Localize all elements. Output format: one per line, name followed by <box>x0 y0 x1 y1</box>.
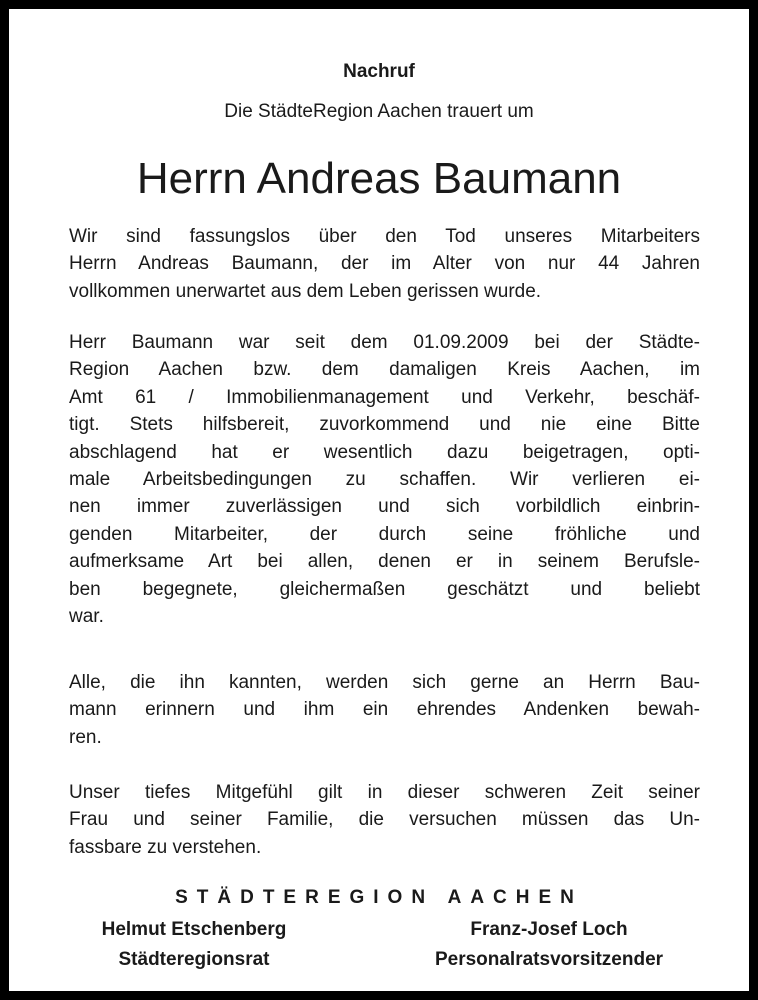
signatory-right <box>389 915 709 975</box>
signatory-name: Franz-Josef Loch <box>470 919 628 940</box>
notice-heading: Nachruf <box>343 61 415 82</box>
text-line: Region Aachen bzw. dem damaligen Kreis Aachen, im <box>69 359 700 381</box>
text-line: ben begegnete, gleichermaßen geschätzt und beliebt <box>69 578 700 600</box>
signatory-title: Personalratsvorsitzender <box>434 949 664 970</box>
text-line: abschlagend hat er wesentlich dazu beigetragen, opti- <box>69 441 700 463</box>
organization-name: STÄDTEREGION AACHEN <box>175 887 583 908</box>
text-line: Herr Baumann war seit dem 01.09.2009 bei der Städte- <box>69 332 700 353</box>
paragraph-condolence <box>69 223 700 305</box>
text-line: war. <box>69 606 104 628</box>
text-line: mann erinnern und ihm ein ehrendes Andenken bewah- <box>69 699 700 721</box>
text-line: vollkommen unerwartet aus dem Leben gerissen wurde. <box>69 280 542 302</box>
text-line: fassbare zu verstehen. <box>69 836 262 858</box>
text-line: Amt 61 / Immobilienmanagement und Verkehr, beschäf- <box>69 386 700 408</box>
text-line: male Arbeitsbedingungen zu schaffen. Wir verlieren ei- <box>69 469 700 491</box>
signatory-name: Helmut Etschenberg <box>101 919 287 940</box>
paragraph-sympathy <box>69 779 700 861</box>
text-line: ren. <box>69 726 102 748</box>
text-line: Herrn Andreas Baumann, der im Alter von nur 44 Jahren <box>69 253 700 275</box>
text-line: Unser tiefes Mitgefühl gilt in dieser schweren Zeit seiner <box>69 782 700 803</box>
deceased-name: Herrn Andreas Baumann <box>136 154 622 203</box>
text-line: tigt. Stets hilfsbereit, zuvorkommend und nie eine Bitte <box>69 414 700 436</box>
text-line: Alle, die ihn kannten, werden sich gerne an Herrn Bau- <box>69 672 700 693</box>
signatory-title: Städteregionsrat <box>118 949 270 970</box>
paragraph-remembrance <box>69 669 700 751</box>
text-line: Frau und seiner Familie, die versuchen müssen das Un- <box>69 809 700 831</box>
intro-line: Die StädteRegion Aachen trauert um <box>224 101 534 122</box>
text-line: aufmerksame Art bei allen, denen er in seinem Berufsle- <box>69 551 700 573</box>
text-line: genden Mitarbeiter, der durch seine fröhliche und <box>69 523 700 545</box>
paragraph-career <box>69 329 700 630</box>
text-line: Wir sind fassungslos über den Tod unseres Mitarbeiters <box>69 226 700 247</box>
signatory-left <box>59 915 329 975</box>
text-line: nen immer zuverlässigen und sich vorbildlich einbrin- <box>69 496 700 518</box>
